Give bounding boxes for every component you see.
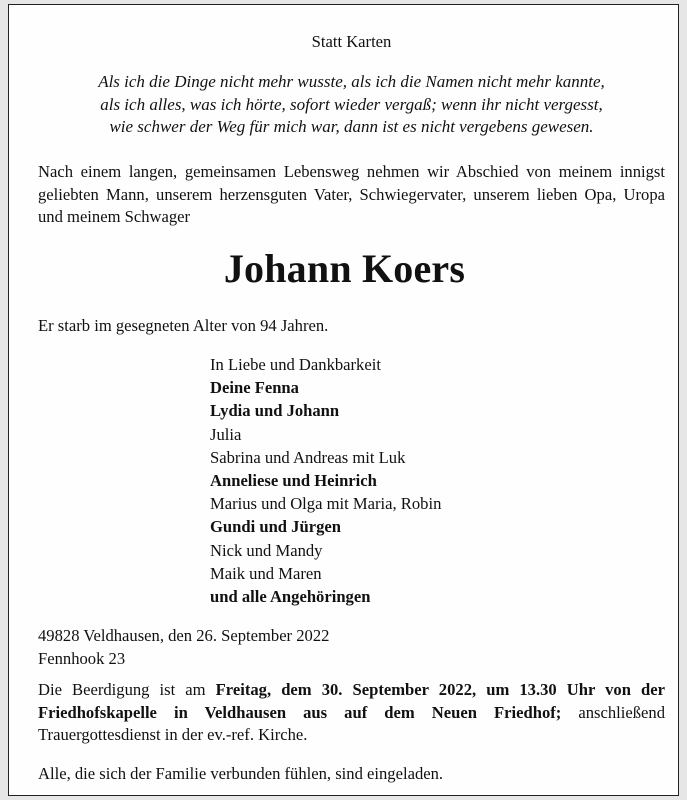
family-line: In Liebe und Dankbarkeit <box>210 355 381 374</box>
poem-line: wie schwer der Weg für mich war, dann ist es nicht vergebens gewesen. <box>109 117 594 136</box>
deceased-name: Johann Koers <box>223 246 466 291</box>
funeral-paragraph <box>38 679 665 747</box>
funeral-details: Freitag, dem 30. September 2022, um 13.30 Uhr von der Friedhofskapelle in Veldhausen aus auf dem Neuen Friedhof; <box>38 680 666 722</box>
place-date-block <box>38 625 665 670</box>
family-list <box>210 353 441 608</box>
closing-text: Alle, die sich der Familie verbunden fühlen, sind eingeladen. <box>38 764 444 783</box>
intro-paragraph: Nach einem langen, gemeinsamen Lebensweg nehmen wir Abschied von meinem innigst geliebten Mann, unserem herzensguten Vater, Schwiegervater, unserem lieben Opa, Uropa und meinem Schwager <box>38 162 665 226</box>
family-line: Maik und Maren <box>210 563 322 583</box>
family-line: und alle Angehöringen <box>210 587 371 607</box>
family-line: Lydia und Johann <box>210 401 340 421</box>
family-line: Marius und Olga mit Maria, Robin <box>210 494 442 514</box>
family-line: Julia <box>210 424 242 444</box>
obituary-notice <box>8 4 679 796</box>
funeral-suffix: anschließend Trauergottesdienst in der ev.-ref. Kirche. <box>38 702 665 744</box>
poem <box>38 71 665 139</box>
place-date: 49828 Veldhausen, den 26. September 2022 <box>38 626 330 645</box>
family-line: Deine Fenna <box>210 378 299 398</box>
family-line: Anneliese und Heinrich <box>210 471 377 491</box>
poem-line: als ich alles, was ich hörte, sofort wieder vergaß; wenn ihr nicht vergesst, <box>100 94 603 114</box>
age-text: Er starb im gesegneten Alter von 94 Jahren. <box>38 316 329 335</box>
poem-line: Als ich die Dinge nicht mehr wusste, als ich die Namen nicht mehr kannte, <box>98 72 605 91</box>
address: Fennhook 23 <box>38 648 126 668</box>
family-line: Nick und Mandy <box>210 540 323 560</box>
funeral-prefix: Die Beerdigung ist am <box>38 680 216 699</box>
header-text: Statt Karten <box>311 32 392 51</box>
family-line: Sabrina und Andreas mit Luk <box>210 447 406 467</box>
family-line: Gundi und Jürgen <box>210 517 341 537</box>
